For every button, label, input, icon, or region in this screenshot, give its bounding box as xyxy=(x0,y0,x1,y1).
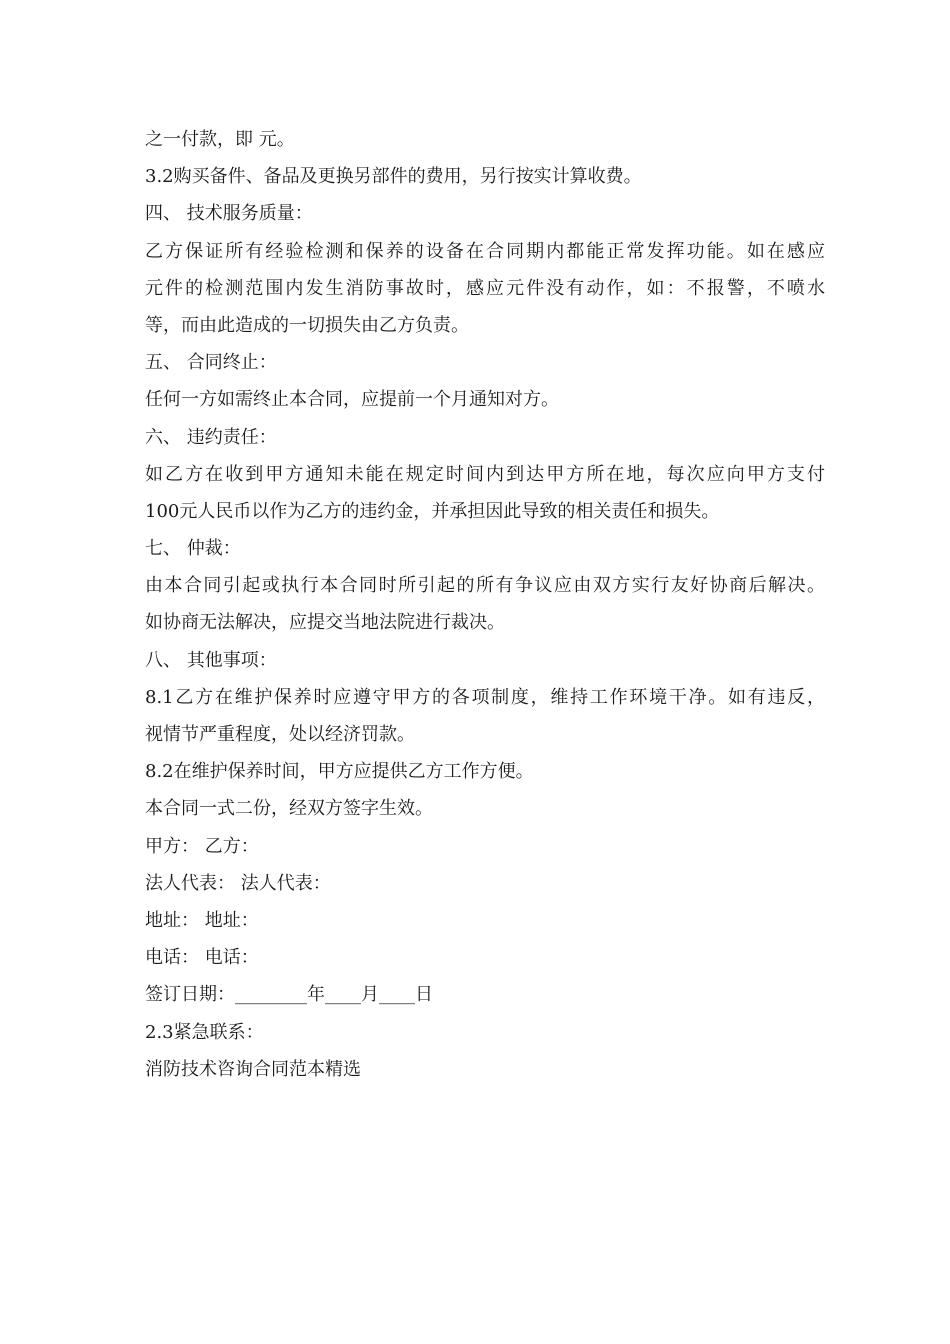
paragraph-copies: 本合同一式二份，经双方签字生效。 xyxy=(145,798,433,820)
signature-legal-representatives: 法人代表： 法人代表： xyxy=(145,872,331,894)
document-footer-title: 消防技术咨询合同范本精选 xyxy=(145,1058,361,1080)
paragraph-quality-line-1: 乙方保证所有经验检测和保养的设备在合同期内都能正常发挥功能。如在感应 xyxy=(145,240,825,262)
clause-8-1-line-2: 视情节严重程度，处以经济罚款。 xyxy=(145,724,415,745)
section-heading-4: 四、 技术服务质量： xyxy=(145,203,313,225)
paragraph-arbitration-line-2: 如协商无法解决，应提交当地法院进行裁决。 xyxy=(145,612,505,634)
section-heading-6: 六、 违约责任： xyxy=(145,426,277,448)
signing-date: 签订日期：________年____月____日 xyxy=(145,984,433,1006)
clause-8-1-line-1: 8.1乙方在维护保养时应遵守甲方的各项制度，维持工作环境干净。如有违反， xyxy=(145,686,825,708)
paragraph-quality-line-2: 元件的检测范围内发生消防事故时，感应元件没有动作，如：不报警，不喷水 xyxy=(145,277,825,299)
signature-addresses: 地址： 地址： xyxy=(145,909,259,931)
clause-8-2: 8.2在维护保养时间，甲方应提供乙方工作方便。 xyxy=(145,761,534,783)
paragraph-breach-line-1: 如乙方在收到甲方通知未能在规定时间内到达甲方所在地，每次应向甲方支付 xyxy=(145,463,825,485)
paragraph-quality-line-3: 等，而由此造成的一切损失由乙方负责。 xyxy=(145,314,469,336)
section-heading-5: 五、 合同终止： xyxy=(145,352,277,374)
signature-phones: 电话： 电话： xyxy=(145,947,259,969)
document-body xyxy=(145,121,825,1088)
paragraph-breach-line-2: 100元人民币以作为乙方的违约金，并承担因此导致的相关责任和损失。 xyxy=(145,500,720,522)
paragraph-arbitration-line-1: 由本合同引起或执行本合同时所引起的所有争议应由双方实行友好协商后解决。 xyxy=(145,575,825,597)
paragraph-payment-tail: 之一付款，即 元。 xyxy=(145,129,295,150)
section-heading-8: 八、 其他事项： xyxy=(145,649,277,671)
paragraph-termination: 任何一方如需终止本合同，应提前一个月通知对方。 xyxy=(145,389,559,411)
clause-2-3-emergency-contact: 2.3紧急联系： xyxy=(145,1021,264,1043)
signature-parties: 甲方： 乙方： xyxy=(145,835,259,857)
clause-3-2: 3.2购买备件、备品及更换另部件的费用，另行按实计算收费。 xyxy=(145,166,642,188)
section-heading-7: 七、 仲裁： xyxy=(145,538,241,560)
